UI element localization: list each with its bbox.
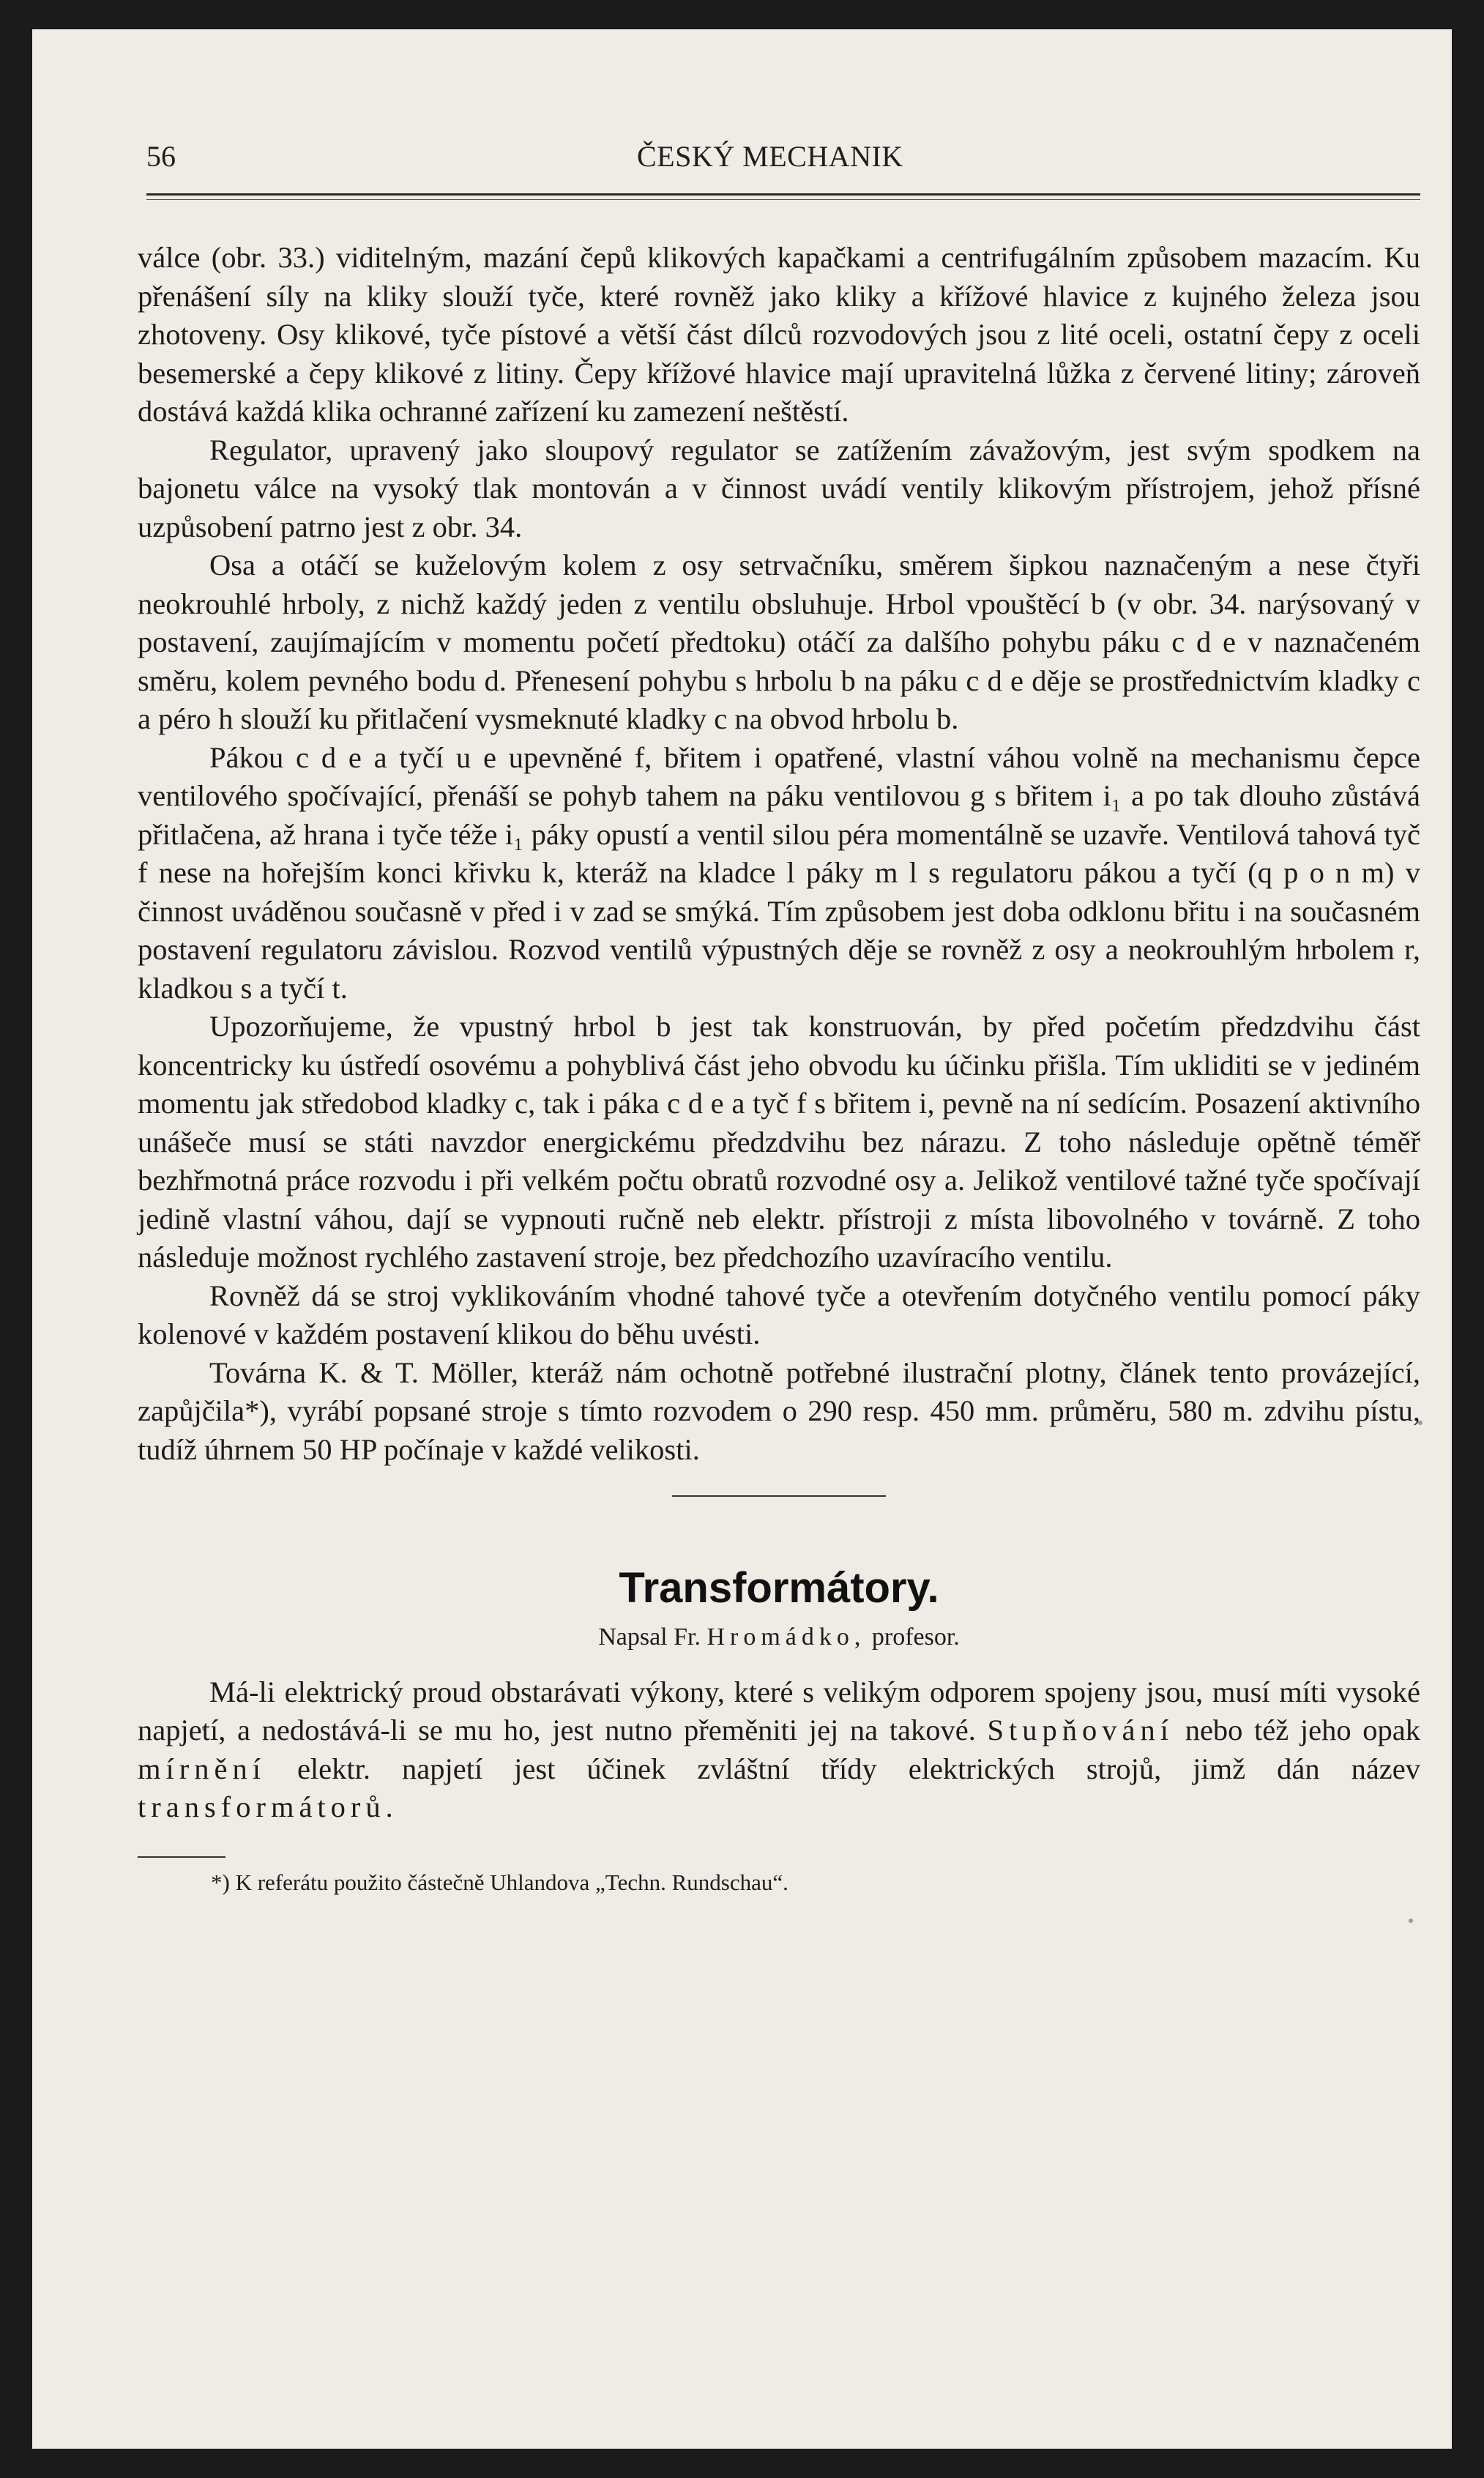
paragraph: Továrna K. & T. Möller, kteráž nám ochotně potřebné ilustrační plotny, článek tento provázející, zapůjčila*), vyrábí popsané stroje s tímto rozvodem o 290 resp. 450 mm. průměru, 580 m. zdvihu pístu, tudíž úhrnem 50 HP počínaje v každé velikosti.	[138, 1355, 1420, 1466]
author-name: Hromádko,	[706, 1623, 866, 1651]
intro-text: nebo též jeho opak	[1185, 1714, 1420, 1746]
emphasis-term: transformátorů.	[138, 1790, 398, 1823]
emphasis-term: Stupňování	[987, 1714, 1174, 1746]
journal-title: ČESKÝ MECHANIK	[637, 140, 903, 173]
paragraph: Osa a otáčí se kuželovým kolem z osy setrvačníku, směrem šipkou naznačeným a nese čtyři neokrouhlé hrboly, z nichž každý jeden z ventilu obsluhuje. Hrbol vpouštěcí b (v obr. 34. narýsovaný v postavení, zaujímajícím v momentu početí předtoku) otáčí za dalšího pohybu páku c d e v naznačeném směru, kolem pevného bodu d. Přenesení pohybu s hrbolu b na páku c d e děje se prostřednictvím kladky c a péro h slouží ku přitlačení vysmeknuté kladky c na obvod hrbolu b.	[138, 548, 1420, 735]
header-rule	[146, 193, 1420, 196]
section-divider	[672, 1495, 886, 1497]
paragraph: Pákou c d e a tyčí u e upevněné f, břitem i opatřené, vlastní váhou volně na mechanismu čepce ventilového spočívající, přenáší se pohyb tahem na páku ventilovou g s břitem i₁ a po tak dlouho zůstává přitlačena, až hrana i tyče téže i₁ páky opustí a ventil silou péra momentálně se uzavře. Ventilová tahová tyč f nese na hořejším konci křivku k, kteráž na kladce l páky m l s regulatoru pákou a tyčí (q p o n m) v činnost uváděnou současně v před i v zad se smýká. Tím způsobem jest doba odklonu břitu i na současném postavení regulatoru závislou. Rozvod ventilů výpustných děje se rovněž z osy a neokrouhlým hrbolem r, kladkou s a tyčí t.	[138, 740, 1420, 1005]
footnote: *) K referátu použito částečně Uhlandova „Techn. Rundschau“.	[211, 1869, 788, 1895]
header-rule-thin	[146, 199, 1420, 200]
byline-prefix: Napsal Fr.	[598, 1623, 701, 1651]
article-title: Transformátory.	[619, 1564, 939, 1612]
speck	[1409, 1919, 1413, 1923]
article-body	[138, 239, 1420, 1897]
byline	[138, 1618, 1420, 1657]
paragraph: válce (obr. 33.) viditelným, mazání čepů klikových kapačkami a centrifugálním způsobem mazacím. Ku přenášení síly na kliky slouží tyče, které rovněž jako kliky a křížové hlavice z kujného železa jsou zhotoveny. Osy klikové, tyče pístové a větší část dílců rozvodových jsou z lité oceli, ostatní čepy z oceli besemerské a čepy klikové z litiny. Čepy křížové hlavice mají upravitelná lůžka z červené litiny; zároveň dostává každá klika ochranné zařízení ku zamezení neštěstí.	[138, 241, 1420, 428]
paragraph: Regulator, upravený jako sloupový regulator se zatížením závažovým, jest svým spodkem na bajonetu válce na vysoký tlak montován a v činnost uvádí ventily klikovým přístrojem, jehož přísné uzpůsobení patrno jest z obr. 34.	[138, 433, 1420, 543]
intro-text: elektr. napjetí jest účinek zvláštní třídy elektrických strojů, jimž dán název	[297, 1752, 1420, 1785]
byline-suffix: profesor.	[871, 1623, 960, 1651]
article-intro	[138, 1673, 1420, 1827]
footnote-rule	[138, 1856, 225, 1858]
paragraph: Rovněž dá se stroj vyklikováním vhodné tahové tyče a otevřením dotyčného ventilu pomocí páky kolenové v každém postavení klikou do běhu uvésti.	[138, 1279, 1420, 1350]
emphasis-term: mírnění	[138, 1752, 266, 1785]
paragraph: Upozorňujeme, že vpustný hrbol b jest tak konstruován, by před početím předzdvihu část koncentricky ku ústředí osovému a pohyblivá část jeho obvodu ku účinku přišla. Tím ukliditi se v jediném momentu jak středobod kladky c, tak i páka c d e a tyč f s břitem i, pevně na ní sedícím. Posazení aktivního unášeče musí se státi navzdor energickému předzdvihu bez nárazu. Z toho následuje opětně téměř bezhřmotná práce rozvodu i při velkém počtu obratů rozvodné osy a. Jelikož ventilové tažné tyče spočívají jedině vlastní váhou, dají se vypnouti ručně neb elektr. přístroji z místa libovolného v továrně. Z toho následuje možnost rychlého zastavení stroje, bez předchozího uzavíracího ventilu.	[138, 1010, 1420, 1273]
intro-text: Má-li elektrický proud obstarávati výkony, které s velikým odporem spojeny jsou, musí míti vysoké napjetí, a nedostává-li se mu ho, jest nutno přeměniti jej na takové.	[138, 1675, 1420, 1746]
page-number: 56	[146, 140, 176, 173]
